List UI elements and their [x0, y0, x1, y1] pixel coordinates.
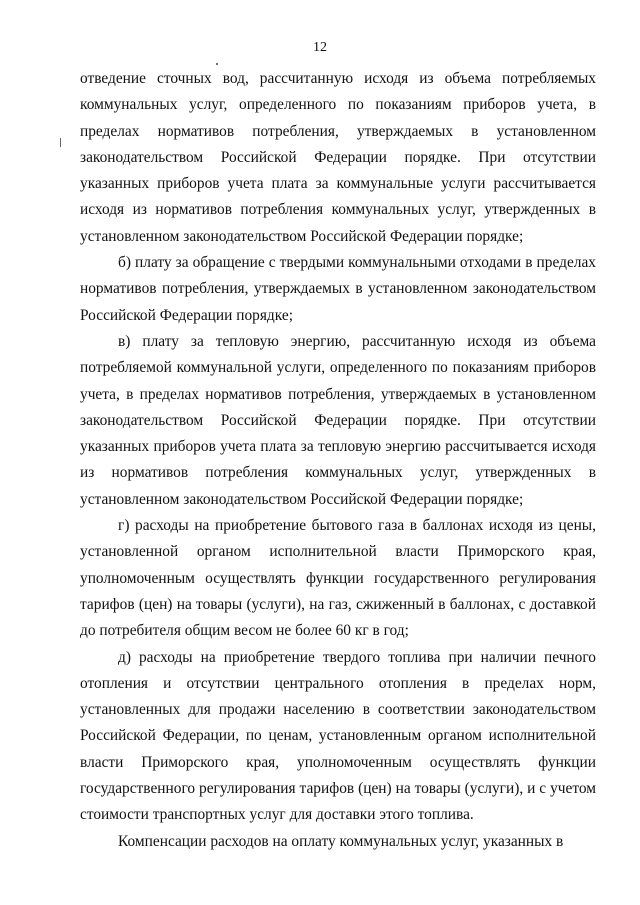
paragraph-item-d: д) расходы на приобретение твердого топлива при наличии печного отопления и отсутствии центрального отопления в пределах норм, установленных для продажи населению в соответствии законодательством Российской Федерации, по ценам, установленным органом исполнительной власти Приморского края, уполномоченным осуществлять функции государственного регулирования тарифов (цен) на товары (услуги), и с учетом стоимости транспортных услуг для доставки этого топлива. [80, 648, 596, 824]
page-number: 12 [313, 40, 327, 55]
document-body [80, 66, 596, 855]
margin-mark [60, 138, 61, 147]
paragraph-item-v: в) плату за тепловую энергию, рассчитанную исходя из объема потребляемой коммунальной услуги, определенного по показаниям приборов учета, в пределах нормативов потребления, утверждаемых в установленном законодательством Российской Федерации порядке. При отсутствии указанных приборов учета плата за тепловую энергию рассчитывается исходя из нормативов потребления коммунальных услуг, утвержденных в установленном законодательством Российской Федерации порядке; [80, 332, 596, 508]
paragraph-item-g: г) расходы на приобретение бытового газа в баллонах исходя из цены, установленной органом исполнительной власти Приморского края, уполномоченным осуществлять функции государственного регулирования тарифов (цен) на товары (услуги), на газ, сжиженный в баллонах, с доставкой до потребителя общим весом не более 60 кг в год; [80, 517, 596, 640]
paragraph-continuation: отведение сточных вод, рассчитанную исходя из объема потребляемых коммунальных услуг, определенного по показаниям приборов учета, в пределах нормативов потребления, утверждаемых в установленном законодательством Российской Федерации порядке. При отсутствии указанных приборов учета плата за коммунальные услуги рассчитывается исходя из нормативов потребления коммунальных услуг, утвержденных в установленном законодательством Российской Федерации порядке; [80, 70, 596, 245]
scan-artifact [216, 63, 218, 65]
paragraph-item-b: б) плату за обращение с твердыми коммунальными отходами в пределах нормативов потребления, утверждаемых в установленном законодательством Российской Федерации порядке; [80, 254, 596, 324]
paragraph-compensation: Компенсации расходов на оплату коммунальных услуг, указанных в [118, 832, 564, 850]
